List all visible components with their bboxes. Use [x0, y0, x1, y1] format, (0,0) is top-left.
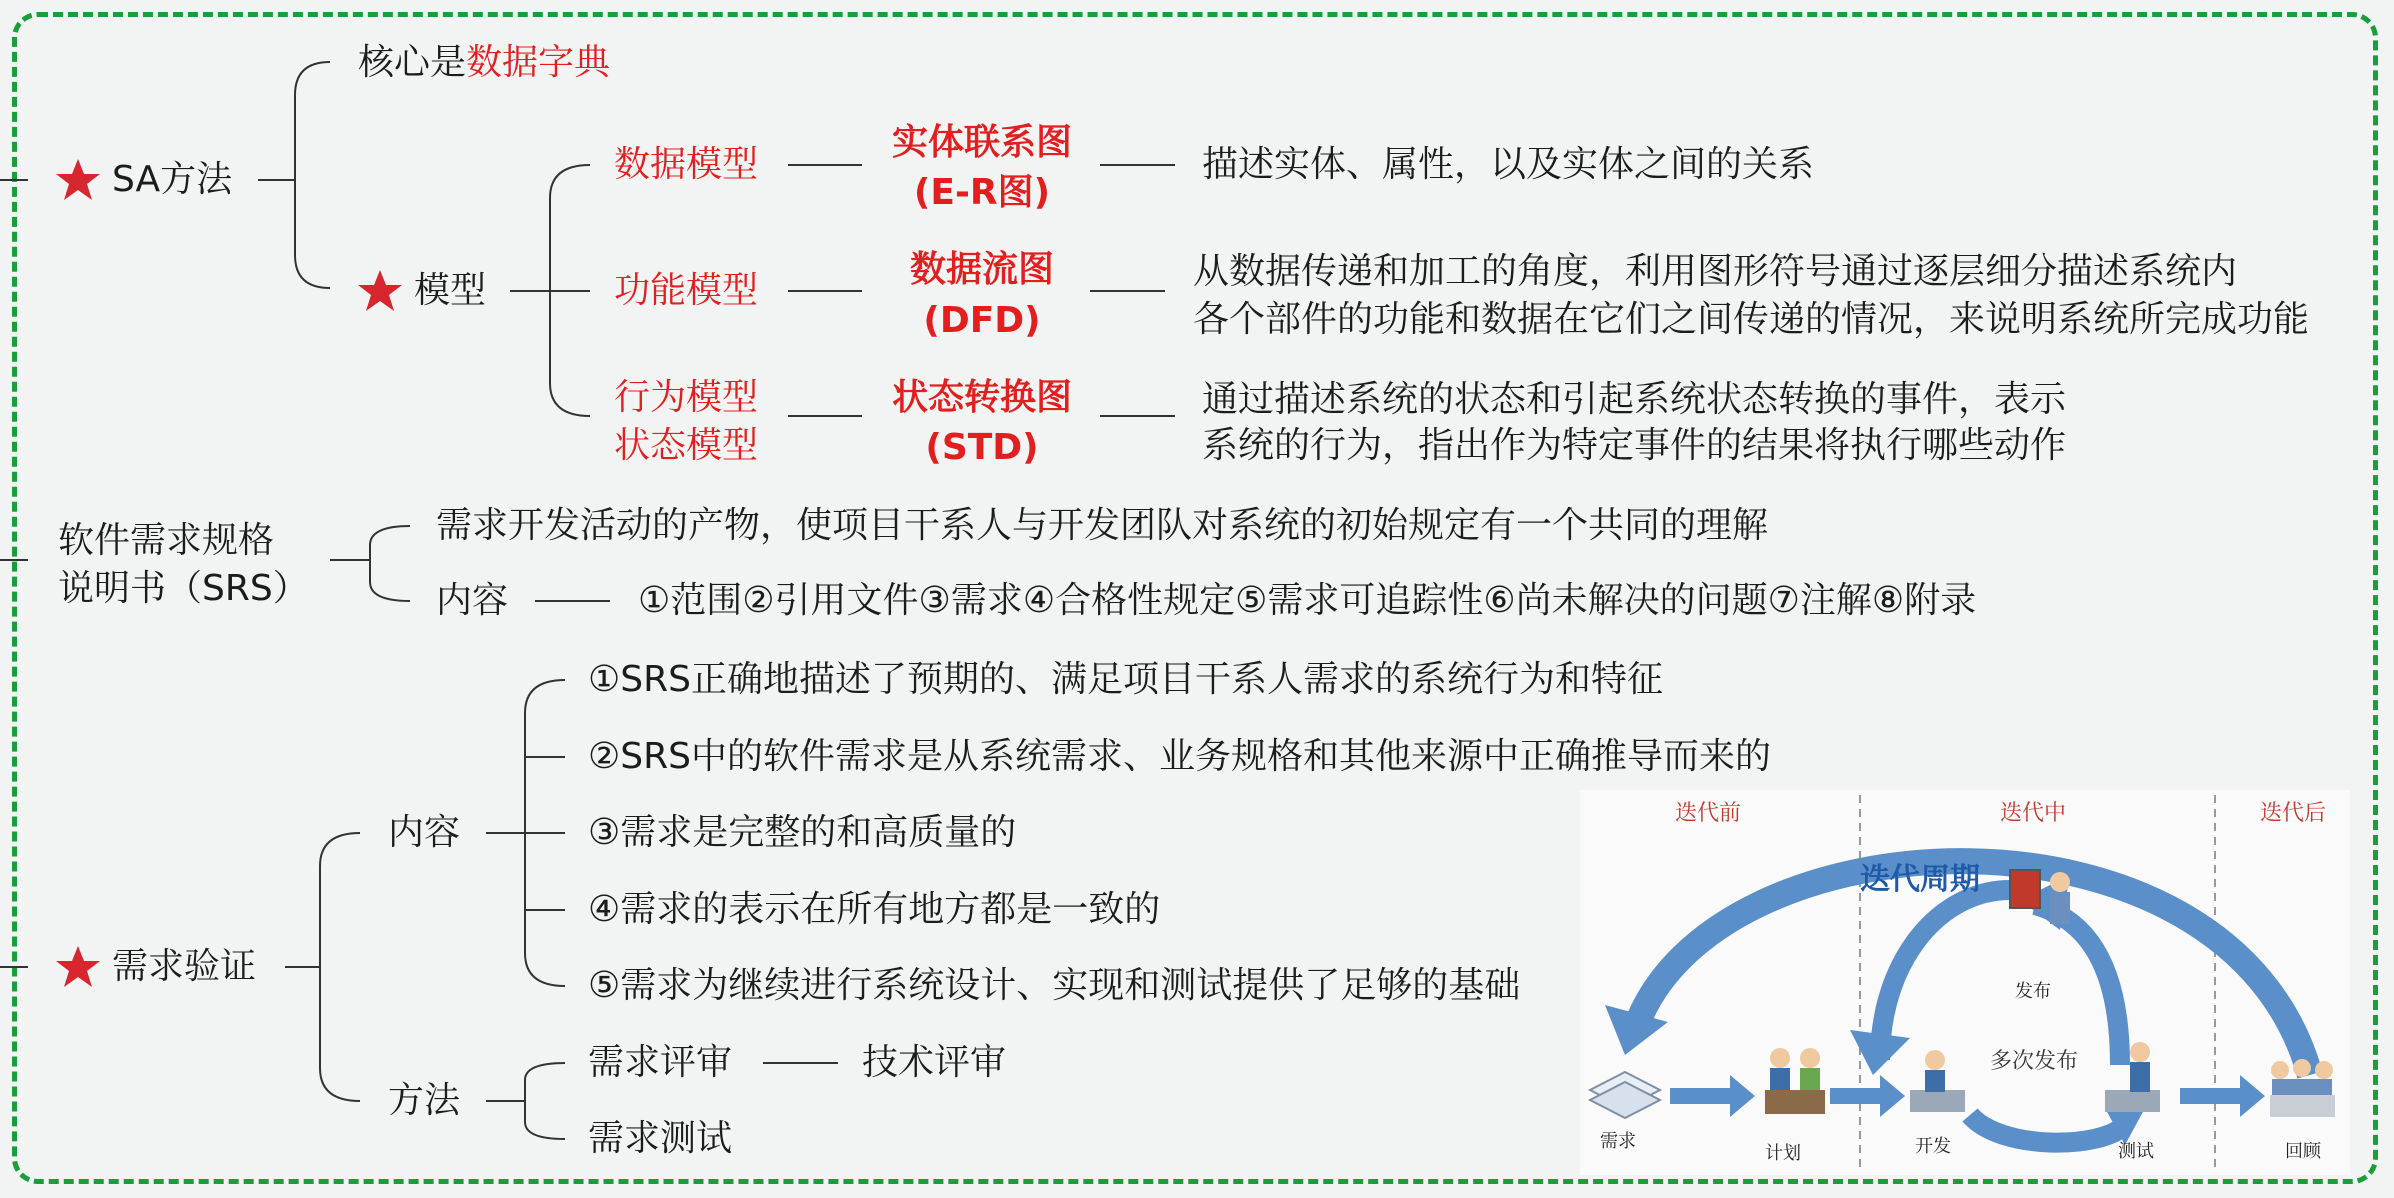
data-model: 数据模型: [614, 144, 759, 185]
behavior-model-desc-1: 通过描述系统的状态和引起系统状态转换的事件，表示: [1202, 379, 2067, 420]
srs-content-label: 内容: [436, 580, 509, 621]
multi-release-label: 多次发布: [1990, 1049, 2079, 1074]
std-title: 状态转换图: [891, 377, 1072, 418]
validation-content-label: 内容: [388, 812, 461, 853]
state-model: 状态模型: [614, 425, 759, 466]
srs-title-line2: 说明书（SRS）: [58, 568, 309, 609]
srs-title-line1: 软件需求规格: [58, 520, 275, 561]
er-diagram-title: 实体联系图: [891, 122, 1072, 163]
data-model-desc: 描述实体、属性，以及实体之间的关系: [1202, 144, 1815, 185]
star-icon: [55, 944, 101, 990]
step-develop: 开发: [1915, 1136, 1951, 1157]
model-label: 模型: [414, 270, 487, 311]
step-retrospective: 回顾: [2285, 1141, 2321, 1162]
iteration-figure-graphics: [1580, 790, 2350, 1175]
validation-title: 需求验证: [112, 946, 257, 987]
er-diagram-abbr: (E-R图): [913, 172, 1051, 213]
behavior-model-desc-2: 系统的行为，指出作为特定事件的结果将执行哪些动作: [1202, 425, 2067, 466]
srs-content-value: ①范围②引用文件③需求④合格性规定⑤需求可追踪性⑥尚未解决的问题⑦注解⑧附录: [638, 580, 1977, 621]
function-model-desc-2: 各个部件的功能和数据在它们之间传递的情况，来说明系统所完成功能: [1193, 299, 2310, 340]
phase-before: 迭代前: [1675, 801, 1742, 826]
meeting-icon: [1765, 1048, 1825, 1114]
core-prefix: 核心是: [358, 42, 467, 83]
cycle-label: 迭代周期: [1860, 862, 1980, 897]
method-review: 需求评审: [588, 1042, 733, 1083]
developer-icon: [1910, 1050, 1965, 1112]
core-highlight: 数据字典: [466, 42, 611, 83]
retrospective-icon: [2270, 1059, 2335, 1117]
star-icon: [55, 157, 101, 203]
step-plan: 计划: [1765, 1143, 1801, 1164]
validation-item: ③需求是完整的和高质量的: [588, 812, 1017, 853]
step-requirement: 需求: [1600, 1131, 1636, 1152]
docs-icon: [1590, 1072, 1660, 1118]
dfd-title: 数据流图: [909, 249, 1054, 290]
validation-item: ④需求的表示在所有地方都是一致的: [588, 889, 1161, 930]
core-line: [358, 40, 610, 86]
phase-after: 迭代后: [2260, 801, 2327, 826]
validation-item: ②SRS中的软件需求是从系统需求、业务规格和其他来源中正确推导而来的: [588, 736, 1771, 777]
sa-method-title: SA方法: [112, 159, 233, 200]
srs-definition: 需求开发活动的产物，使项目干系人与开发团队对系统的初始规定有一个共同的理解: [436, 505, 1769, 546]
validation-item: ①SRS正确地描述了预期的、满足项目干系人需求的系统行为和特征: [588, 659, 1663, 700]
star-icon: [357, 268, 403, 314]
validation-item: ⑤需求为继续进行系统设计、实现和测试提供了足够的基础: [588, 965, 1521, 1006]
method-review-detail: 技术评审: [862, 1042, 1007, 1083]
dfd-abbr: (DFD): [923, 300, 1041, 341]
release-label: 发布: [2015, 981, 2051, 1002]
method-test: 需求测试: [588, 1118, 733, 1159]
validation-method-label: 方法: [388, 1080, 461, 1121]
iteration-figure: [1580, 790, 2350, 1175]
step-test: 测试: [2118, 1141, 2154, 1162]
function-model-desc-1: 从数据传递和加工的角度，利用图形符号通过逐层细分描述系统内: [1193, 251, 2238, 292]
phase-during: 迭代中: [2000, 801, 2067, 826]
std-abbr: (STD): [925, 427, 1039, 468]
function-model: 功能模型: [614, 270, 759, 311]
behavior-model: 行为模型: [614, 377, 759, 418]
